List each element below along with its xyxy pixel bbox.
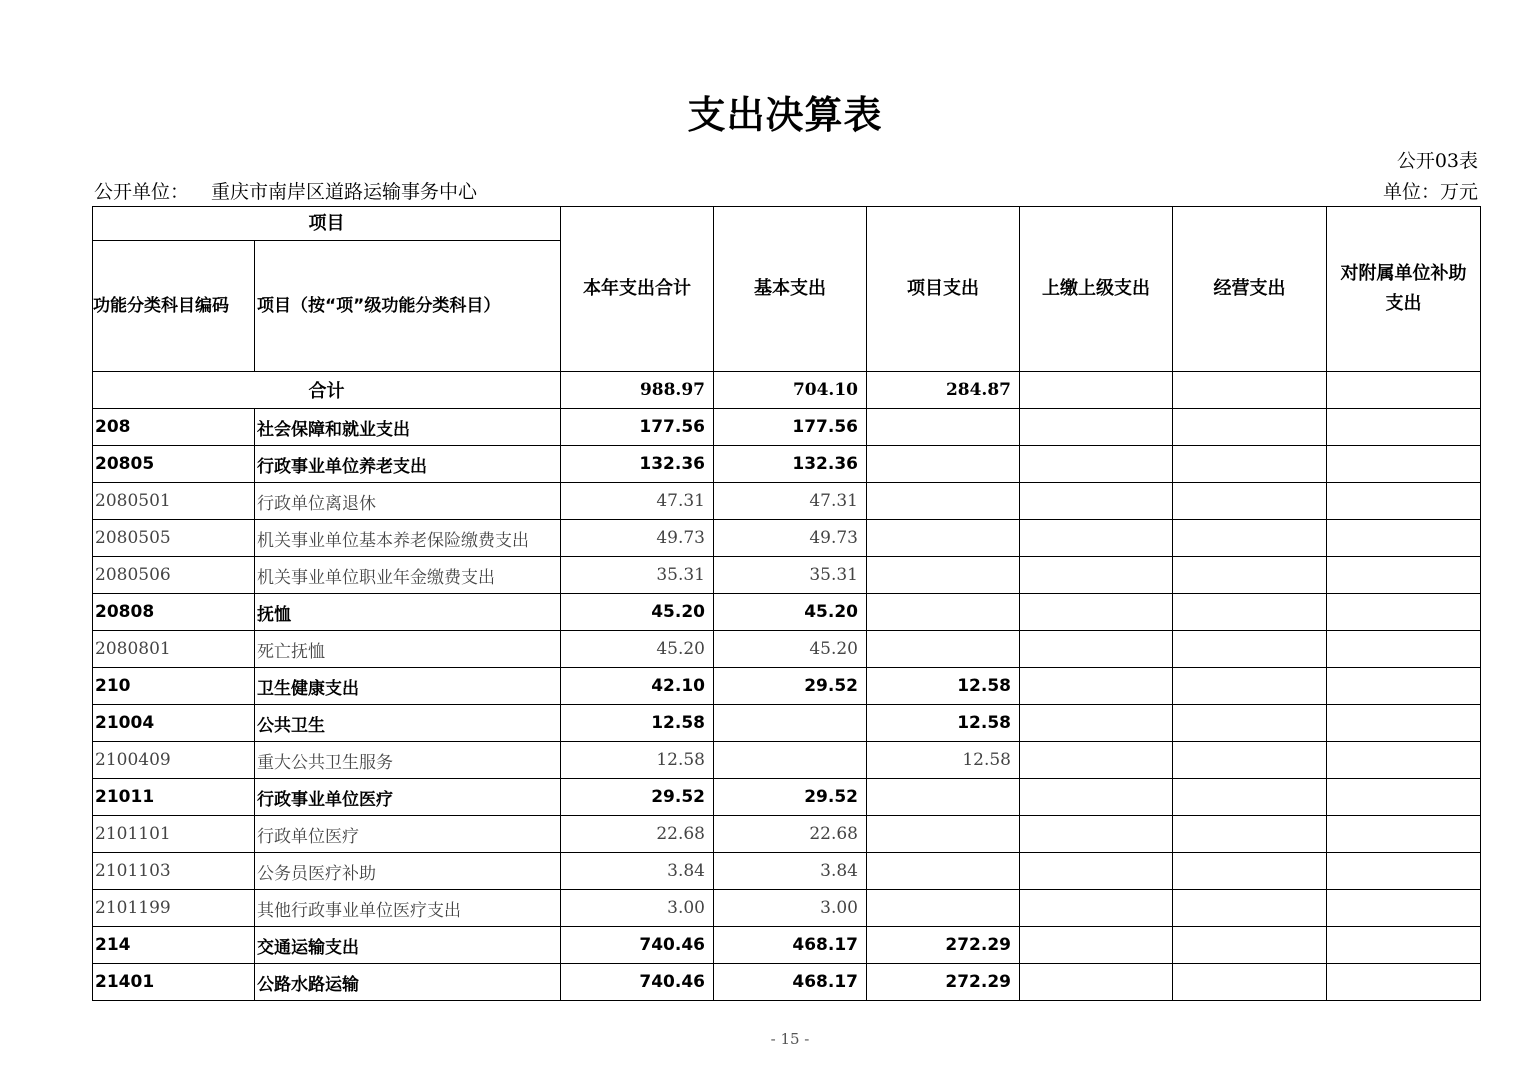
row-upper: [1020, 964, 1173, 1001]
table-row: [93, 446, 1481, 483]
row-total: 29.52: [561, 779, 714, 816]
row-subsidy: [1327, 668, 1481, 705]
row-subsidy: [1327, 816, 1481, 853]
row-total: 177.56: [561, 409, 714, 446]
row-project: [867, 853, 1020, 890]
row-total: 45.20: [561, 594, 714, 631]
table-row: [93, 927, 1481, 964]
form-number: 公开03表: [1396, 150, 1478, 172]
table-row: [93, 594, 1481, 631]
page-number: - 15 -: [770, 1030, 810, 1048]
row-name: 行政单位医疗: [255, 816, 561, 853]
row-basic: [714, 742, 867, 779]
row-subsidy: [1327, 557, 1481, 594]
table-row: [93, 816, 1481, 853]
row-code: 21004: [93, 705, 255, 742]
table-row: [93, 520, 1481, 557]
row-code: 210: [93, 668, 255, 705]
row-subsidy: [1327, 705, 1481, 742]
row-operation: [1173, 705, 1327, 742]
row-basic: 49.73: [714, 520, 867, 557]
row-upper: [1020, 705, 1173, 742]
row-basic: 177.56: [714, 409, 867, 446]
table-row: [93, 668, 1481, 705]
row-subsidy: [1327, 853, 1481, 890]
row-basic: [714, 705, 867, 742]
table-row: [93, 853, 1481, 890]
row-upper: [1020, 446, 1173, 483]
row-project: [867, 594, 1020, 631]
row-total: 49.73: [561, 520, 714, 557]
row-subsidy: [1327, 520, 1481, 557]
header-code: 功能分类科目编码: [93, 241, 255, 372]
total-operation: [1173, 372, 1327, 409]
row-operation: [1173, 483, 1327, 520]
row-operation: [1173, 853, 1327, 890]
table-row: [93, 742, 1481, 779]
row-project: [867, 779, 1020, 816]
total-basic: 704.10: [714, 372, 867, 409]
row-name: 公务员医疗补助: [255, 853, 561, 890]
row-code: 21011: [93, 779, 255, 816]
row-name: 其他行政事业单位医疗支出: [255, 890, 561, 927]
row-subsidy: [1327, 483, 1481, 520]
row-operation: [1173, 594, 1327, 631]
row-subsidy: [1327, 631, 1481, 668]
row-subsidy: [1327, 409, 1481, 446]
row-name: 机关事业单位职业年金缴费支出: [255, 557, 561, 594]
unit-name: 重庆市南岸区道路运输事务中心: [211, 181, 478, 203]
row-upper: [1020, 409, 1173, 446]
row-project: 272.29: [867, 927, 1020, 964]
row-basic: 45.20: [714, 594, 867, 631]
table-row: [93, 890, 1481, 927]
row-operation: [1173, 409, 1327, 446]
row-project: [867, 631, 1020, 668]
row-name: 死亡抚恤: [255, 631, 561, 668]
row-operation: [1173, 890, 1327, 927]
header-upper: 上缴上级支出: [1020, 207, 1173, 372]
row-upper: [1020, 668, 1173, 705]
row-name: 抚恤: [255, 594, 561, 631]
table-row: [93, 779, 1481, 816]
row-operation: [1173, 927, 1327, 964]
table-row: [93, 483, 1481, 520]
row-name: 行政事业单位养老支出: [255, 446, 561, 483]
row-basic: 35.31: [714, 557, 867, 594]
row-subsidy: [1327, 964, 1481, 1001]
row-subsidy: [1327, 779, 1481, 816]
table-row: [93, 409, 1481, 446]
row-total: 12.58: [561, 705, 714, 742]
row-project: [867, 409, 1020, 446]
row-name: 重大公共卫生服务: [255, 742, 561, 779]
row-project: 12.58: [867, 668, 1020, 705]
row-project: 272.29: [867, 964, 1020, 1001]
row-upper: [1020, 520, 1173, 557]
row-basic: 22.68: [714, 816, 867, 853]
row-basic: 3.84: [714, 853, 867, 890]
table-row: [93, 557, 1481, 594]
row-basic: 45.20: [714, 631, 867, 668]
table-row: [93, 964, 1481, 1001]
header-subsidy: 对附属单位补助支出: [1327, 207, 1481, 372]
header-total: 本年支出合计: [561, 207, 714, 372]
row-name: 交通运输支出: [255, 927, 561, 964]
total-project: 284.87: [867, 372, 1020, 409]
row-basic: 3.00: [714, 890, 867, 927]
total-amount: 988.97: [561, 372, 714, 409]
row-operation: [1173, 520, 1327, 557]
row-basic: 468.17: [714, 964, 867, 1001]
row-operation: [1173, 779, 1327, 816]
row-project: [867, 520, 1020, 557]
row-operation: [1173, 446, 1327, 483]
row-name: 公路水路运输: [255, 964, 561, 1001]
reporting-unit: [94, 177, 477, 204]
row-name: 卫生健康支出: [255, 668, 561, 705]
total-label: 合计: [93, 372, 561, 409]
unit-label: 公开单位：: [94, 181, 190, 203]
row-name: 行政事业单位医疗: [255, 779, 561, 816]
row-project: [867, 890, 1020, 927]
row-basic: 29.52: [714, 779, 867, 816]
row-upper: [1020, 853, 1173, 890]
row-project: [867, 816, 1020, 853]
row-code: 214: [93, 927, 255, 964]
header-project: 项目支出: [867, 207, 1020, 372]
row-code: 208: [93, 409, 255, 446]
row-total: 3.84: [561, 853, 714, 890]
row-total: 12.58: [561, 742, 714, 779]
row-basic: 47.31: [714, 483, 867, 520]
row-code: 2080506: [93, 557, 255, 594]
row-project: [867, 446, 1020, 483]
row-name: 行政单位离退休: [255, 483, 561, 520]
row-upper: [1020, 594, 1173, 631]
row-code: 21401: [93, 964, 255, 1001]
total-subsidy: [1327, 372, 1481, 409]
row-code: 20805: [93, 446, 255, 483]
row-code: 2101199: [93, 890, 255, 927]
row-upper: [1020, 483, 1173, 520]
row-upper: [1020, 779, 1173, 816]
expenditure-table: [92, 206, 1481, 1001]
row-code: 2101103: [93, 853, 255, 890]
row-operation: [1173, 631, 1327, 668]
table-row: [93, 631, 1481, 668]
row-code: 2100409: [93, 742, 255, 779]
row-subsidy: [1327, 594, 1481, 631]
row-code: 2080505: [93, 520, 255, 557]
row-project: [867, 557, 1020, 594]
row-project: 12.58: [867, 742, 1020, 779]
row-total: 740.46: [561, 927, 714, 964]
row-name: 社会保障和就业支出: [255, 409, 561, 446]
row-subsidy: [1327, 446, 1481, 483]
row-subsidy: [1327, 742, 1481, 779]
row-total: 45.20: [561, 631, 714, 668]
row-code: 2080801: [93, 631, 255, 668]
row-total: 3.00: [561, 890, 714, 927]
total-row: [93, 372, 1481, 409]
header-item-group: 项目: [93, 207, 561, 241]
row-project: [867, 483, 1020, 520]
row-operation: [1173, 557, 1327, 594]
row-total: 47.31: [561, 483, 714, 520]
row-project: 12.58: [867, 705, 1020, 742]
row-code: 2080501: [93, 483, 255, 520]
row-upper: [1020, 927, 1173, 964]
total-upper: [1020, 372, 1173, 409]
row-code: 2101101: [93, 816, 255, 853]
row-operation: [1173, 816, 1327, 853]
currency-unit: 单位：万元: [1382, 181, 1478, 203]
page-title: 支出决算表: [687, 93, 883, 137]
row-operation: [1173, 964, 1327, 1001]
row-upper: [1020, 742, 1173, 779]
row-total: 42.10: [561, 668, 714, 705]
table-row: [93, 705, 1481, 742]
row-code: 20808: [93, 594, 255, 631]
row-basic: 29.52: [714, 668, 867, 705]
row-basic: 132.36: [714, 446, 867, 483]
header-item-name: 项目（按“项”级功能分类科目）: [255, 241, 561, 372]
row-upper: [1020, 890, 1173, 927]
row-name: 机关事业单位基本养老保险缴费支出: [255, 520, 561, 557]
row-upper: [1020, 816, 1173, 853]
row-upper: [1020, 631, 1173, 668]
row-upper: [1020, 557, 1173, 594]
row-operation: [1173, 742, 1327, 779]
row-total: 22.68: [561, 816, 714, 853]
row-name: 公共卫生: [255, 705, 561, 742]
row-total: 740.46: [561, 964, 714, 1001]
row-operation: [1173, 668, 1327, 705]
row-basic: 468.17: [714, 927, 867, 964]
row-total: 132.36: [561, 446, 714, 483]
row-subsidy: [1327, 890, 1481, 927]
row-total: 35.31: [561, 557, 714, 594]
row-subsidy: [1327, 927, 1481, 964]
header-basic: 基本支出: [714, 207, 867, 372]
header-operation: 经营支出: [1173, 207, 1327, 372]
